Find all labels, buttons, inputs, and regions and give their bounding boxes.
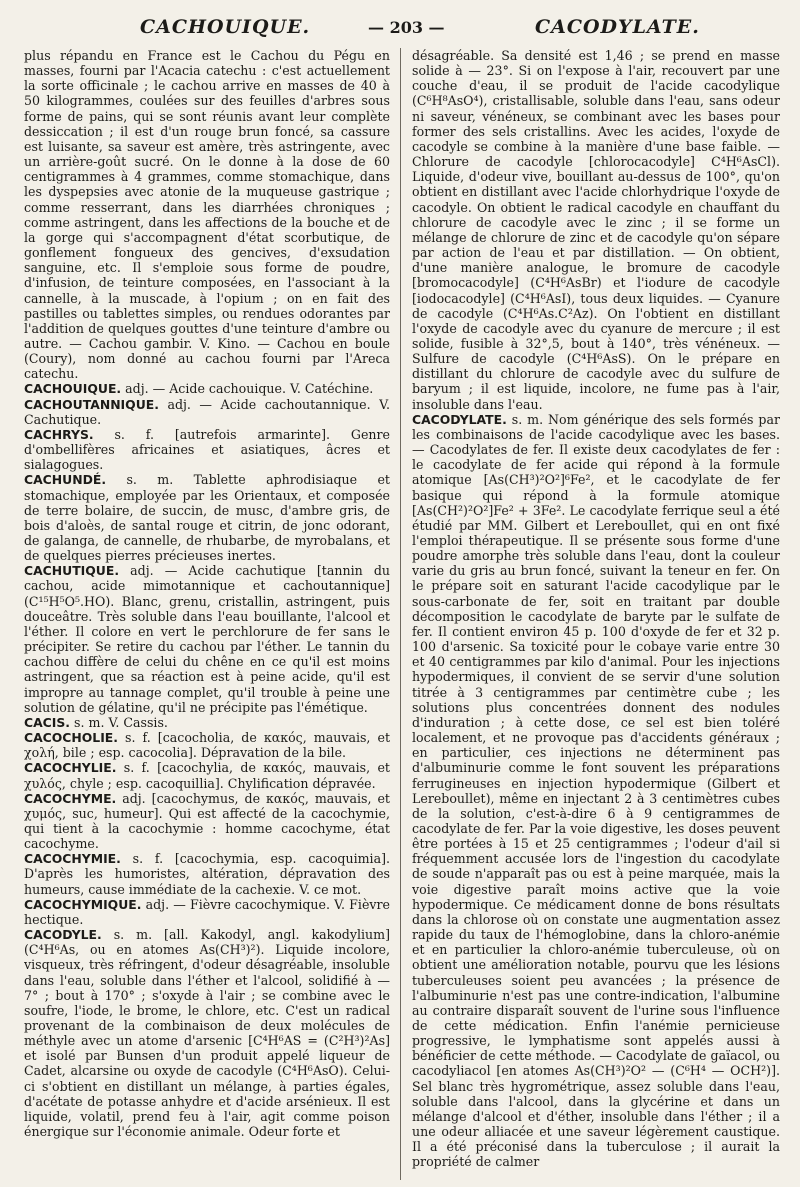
- dictionary-entry: [24, 760, 390, 790]
- entry-text: adj. — Acide cachoutannique. V. Cachutique.: [24, 396, 390, 427]
- dictionary-entry: [24, 427, 390, 472]
- entry-text: s. m. V. Cassis.: [70, 714, 168, 730]
- entry-headword: CACODYLATE.: [412, 411, 507, 427]
- running-head: [0, 14, 800, 44]
- entry-text: désagréable. Sa densité est 1,46 ; se prend en masse solide à — 23°. Si on l'expose à l'air, recouvert par une couche d'eau, il se produit de l'acide cacodylique (C⁶H⁸AsO⁴), cristallisable, soluble dans l'eau, sans odeur ni saveur, vénéneux, se combinant avec les bases pour former des sels cristallins. Avec les acides, l'oxyde de cacodyle se combine à la manière d'une base faible. — Chlorure de cacodyle [chlorocacodyle] C⁴H⁶AsCl). Liquide, d'odeur vive, bouillant au-dessus de 100°, qu'on obtient en distillant avec l'acide chlorhydrique l'oxyde de cacodyle. On obtient le radical cacodyle en chauffant du chlorure de cacodyle avec le zinc ; il se forme un mélange de chlorure de zinc et de cacodyle qu'on sépare par action de l'eau et par distillation. — On obtient, d'une manière analogue, le bromure de cacodyle [bromocacodyle] (C⁴H⁶AsBr) et l'iodure de cacodyle [iodocacodyle] (C⁴H⁶AsI), tous deux liquides. — Cyanure de cacodyle (C⁴H⁶As.C²Az). On l'obtient en distillant l'oxyde de cacodyle avec du cyanure de mercure ; il est solide, fusible à 32°,5, bout à 140°, très vénéneux. — Sulfure de cacodyle (C⁴H⁶AsS). On le prépare en distillant du chlorure de cacodyle avec du sulfure de baryum ; il est liquide, incolore, ne fume pas à l'air, insoluble dans l'eau.: [412, 48, 780, 412]
- entry-text: s. f. [autrefois armarinte]. Genre d'ombellifères africaines et asiatiques, âcres et sialagogues.: [24, 426, 390, 473]
- entry-headword: CACOCHYME.: [24, 790, 117, 806]
- dictionary-entry: [24, 730, 390, 760]
- page-number: — 203 —: [368, 18, 445, 37]
- dictionary-entry: [24, 381, 390, 396]
- dictionary-entry: [24, 397, 390, 427]
- dictionary-entry: [412, 412, 780, 1170]
- entry-headword: CACIS.: [24, 714, 71, 730]
- entry-headword: CACHOUTANNIQUE.: [24, 396, 159, 412]
- entry-text: adj. — Acide cachouique. V. Catéchine.: [121, 381, 374, 397]
- entry-text: adj. — Fièvre cacochymique. V. Fièvre hectique.: [24, 896, 390, 927]
- entry-headword: CACOCHYMIE.: [24, 851, 121, 867]
- running-head-left: CACHOUIQUE.: [140, 16, 311, 38]
- entry-headword: CACHRYS.: [24, 426, 94, 442]
- dictionary-entry: [24, 791, 390, 852]
- entry-headword: CACOCHYMIQUE.: [24, 896, 142, 912]
- dictionary-entry: [24, 563, 390, 715]
- dictionary-entry: [24, 472, 390, 563]
- entry-text: adj. — Acide cachutique [tannin du cachou, acide mimotannique et cachoutannique] (C¹⁵H⁵O⁵.HO). Blanc, grenu, cristallin, astringent, puis douceâtre. Très soluble dans l'eau bouillante, l'alcool et l'éther. Il colore en vert le perchlorure de fer sans le précipiter. Se retire du cachou par l'éther. Le tannin du cachou diffère de celui du chêne en ce qu'il est moins astringent, que sa réaction est à peine acide, qu'il est impropre au tannage complet, qu'il trouble à peine une solution de gélatine, qu'il ne précipite pas l'émétique.: [24, 563, 390, 715]
- entry-text: s. m. [all. Kakodyl, angl. kakodylium] (C⁴H⁶As, ou en atomes As(CH³)²). Liquide incolore, visqueux, très réfringent, d'odeur désagréable, insoluble dans l'eau, soluble dans l'éther et l'alcool, solidifié à — 7° ; bout à 170° ; s'oxyde à l'air ; se combine avec le soufre, l'iode, le brome, le chlore, etc. C'est un radical provenant de la combinaison de deux molécules de méthyle avec un atome d'arsenic [C⁴H⁶AS = (C²H³)²As] et isolé par Bunsen d'un produit appelé liqueur de Cadet, alcarsine ou oxyde de cacodyle (C⁴H⁶AsO). Celui-ci s'obtient en distillant un mélange, à parties égales, d'acétate de potasse anhydre et d'acide arsénieux. Il est liquide, volatil, prend feu à l'air, agit comme poison énergique sur l'économie animale. Odeur forte et: [24, 927, 390, 1140]
- entry-headword: CACHUNDÉ.: [24, 472, 107, 488]
- entry-text: s. f. [cacochylia, de κακός, mauvais, et χυλός, chyle ; esp. cacoquillia]. Chylification dépravée.: [24, 760, 390, 791]
- entry-headword: CACHOUIQUE.: [24, 381, 122, 397]
- dictionary-entry: [24, 851, 390, 896]
- entry-text: plus répandu en France est le Cachou du Pégu en masses, fourni par l'Acacia catechu : c'est actuellement la sorte officinale ; le cachou arrive en masses de 40 à 50 kilogrammes, coulées sur des feuilles d'arbres sous forme de pains, qui se sont réunis avant leur complète dessiccation ; il est d'un rouge brun foncé, sa cassure est luisante, sa saveur est amère, très astringente, avec un arrière-goût sucré. On le donne à la dose de 60 centigrammes à 4 grammes, comme stomachique, dans les dyspepsies avec atonie de la muqueuse gastrique ; comme resserrant, dans les diarrhées chroniques ; comme astringent, dans les affections de la bouche et de la gorge qui s'accompagnent d'état scorbutique, de gonflement fongueux des gencives, d'exsudation sanguine, etc. Il s'emploie sous forme de poudre, d'infusion, de teinture composées, en l'associant à la cannelle, à la muscade, à l'opium ; on en fait des pastilles ou tablettes simples, ou rendues odorantes par l'addition de quelques gouttes d'une teinture d'ambre ou autre. — Cachou gambir. V. Kino. — Cachou en boule (Coury), nom donné au cachou fourni par l'Areca catechu.: [24, 48, 390, 382]
- entry-text: s. m. Nom générique des sels formés par les combinaisons de l'acide cacodylique avec les bases. — Cacodylates de fer. Il existe deux cacodylates de fer : le cacodylate de fer acide qui répond à la formule atomique [As(CH³)²O²]⁶Fe², et le cacodylate de fer basique qui répond à la formule atomique [As(CH²)²O²]Fe² + 3Fe². Le cacodylate ferrique seul a été étudié par MM. Gilbert et Lereboullet, qui en ont fixé l'emploi thérapeutique. Il se présente sous forme d'une poudre amorphe très soluble dans l'eau, dont la couleur varie du gris au brun foncé, suivant la teneur en fer. On le prépare soit en saturant l'acide cacodylique par le sous-carbonate de fer, soit en traitant par double décomposition le cacodylate de baryte par le sulfate de fer. Il contient environ 45 p. 100 d'oxyde de fer et 32 p. 100 d'arsenic. Sa toxicité pour le cobaye varie entre 30 et 40 centigrammes par kilo d'animal. Pour les injections hypodermiques, il convient de se servir d'une solution titrée à 3 centigrammes par centimètre cube ; les solutions plus concentrées donnent des nodules d'induration ; à cette dose, ce sel est bien toléré localement, et ne provoque pas d'accidents généraux ; en particulier, ces injections ne déterminent pas d'albuminurie comme le font souvent les préparations ferrugineuses en injection hypodermique (Gilbert et Lereboullet), même en injectant 2 à 3 centimètres cubes de la solution, c'est-à-dire 6 à 9 centigrammes de cacodylate de fer. Par la voie digestive, les doses peuvent être portées à 15 et 25 centigrammes ; l'odeur d'ail si fréquemment accusée lors de l'ingestion du cacodylate de soude n'apparaît pas ou est à peine marquée, mais la voie digestive paraît moins active que la voie hypodermique. Ce médicament donne de bons résultats dans la chlorose où on constate une augmentation assez rapide du taux de l'hémoglobine, dans la chloro-anémie et en particulier la chloro-anémie tuberculeuse, où on obtient une amélioration notable, pourvu que les lésions tuberculeuses soient peu avancées ; la présence de l'albuminurie n'est pas une contre-indication, l'albumine au contraire disparaît souvent de l'urine sous l'influence de cette médication. Enfin l'anémie pernicieuse progressive, le lymphatisme sont appelés aussi à bénéficier de cette méthode. — Cacodylate de gaïacol, ou cacodyliacol [en atomes As(CH³)²O² — (C⁶H⁴ — OCH²)]. Sel blanc très hygrométrique, assez soluble dans l'eau, soluble dans l'alcool, dans la glycérine et dans un mélange d'alcool et d'éther, insoluble dans l'éther ; il a une odeur alliacée et une saveur légèrement caustique. Il a été préconisé dans la tuberculose ; il aurait la propriété de calmer: [412, 411, 780, 1170]
- entry-headword: CACOCHOLIE.: [24, 730, 118, 746]
- dictionary-entry: [24, 897, 390, 927]
- entry-text: adj. [cacochymus, de κακός, mauvais, et χυμός, suc, humeur]. Qui est affecté de la cacochymie, qui tient à la cacochymie : homme cacochyme, état cacochyme.: [24, 790, 390, 852]
- running-head-right: CACODYLATE.: [535, 16, 700, 38]
- column-divider: [400, 48, 401, 1180]
- left-column: [24, 48, 390, 1183]
- entry-headword: CACOCHYLIE.: [24, 760, 117, 776]
- dictionary-entry: [412, 48, 780, 412]
- entry-text: s. f. [cacocholia, de κακός, mauvais, et χολή, bile ; esp. cacocolia]. Dépravation de la bile.: [24, 730, 390, 761]
- dictionary-entry: [24, 48, 390, 381]
- dictionary-entry: [24, 927, 390, 1139]
- entry-text: s. m. Tablette aphrodisiaque et stomachique, employée par les Orientaux, et composée de terre bolaire, de succin, de musc, d'ambre gris, de bois d'aloès, de santal rouge et citrin, de jonc odorant, de galanga, de cannelle, de rhubarbe, de myrobalans, et de quelques pierres précieuses inertes.: [24, 472, 390, 564]
- dictionary-entry: [24, 715, 390, 730]
- entry-headword: CACODYLE.: [24, 927, 102, 943]
- entry-text: s. f. [cacochymia, esp. cacoquimia]. D'après les humoristes, altération, dépravation des humeurs, cause immédiate de la cachexie. V. ce mot.: [24, 851, 390, 897]
- entry-headword: CACHUTIQUE.: [24, 563, 120, 579]
- right-column: [412, 48, 780, 1183]
